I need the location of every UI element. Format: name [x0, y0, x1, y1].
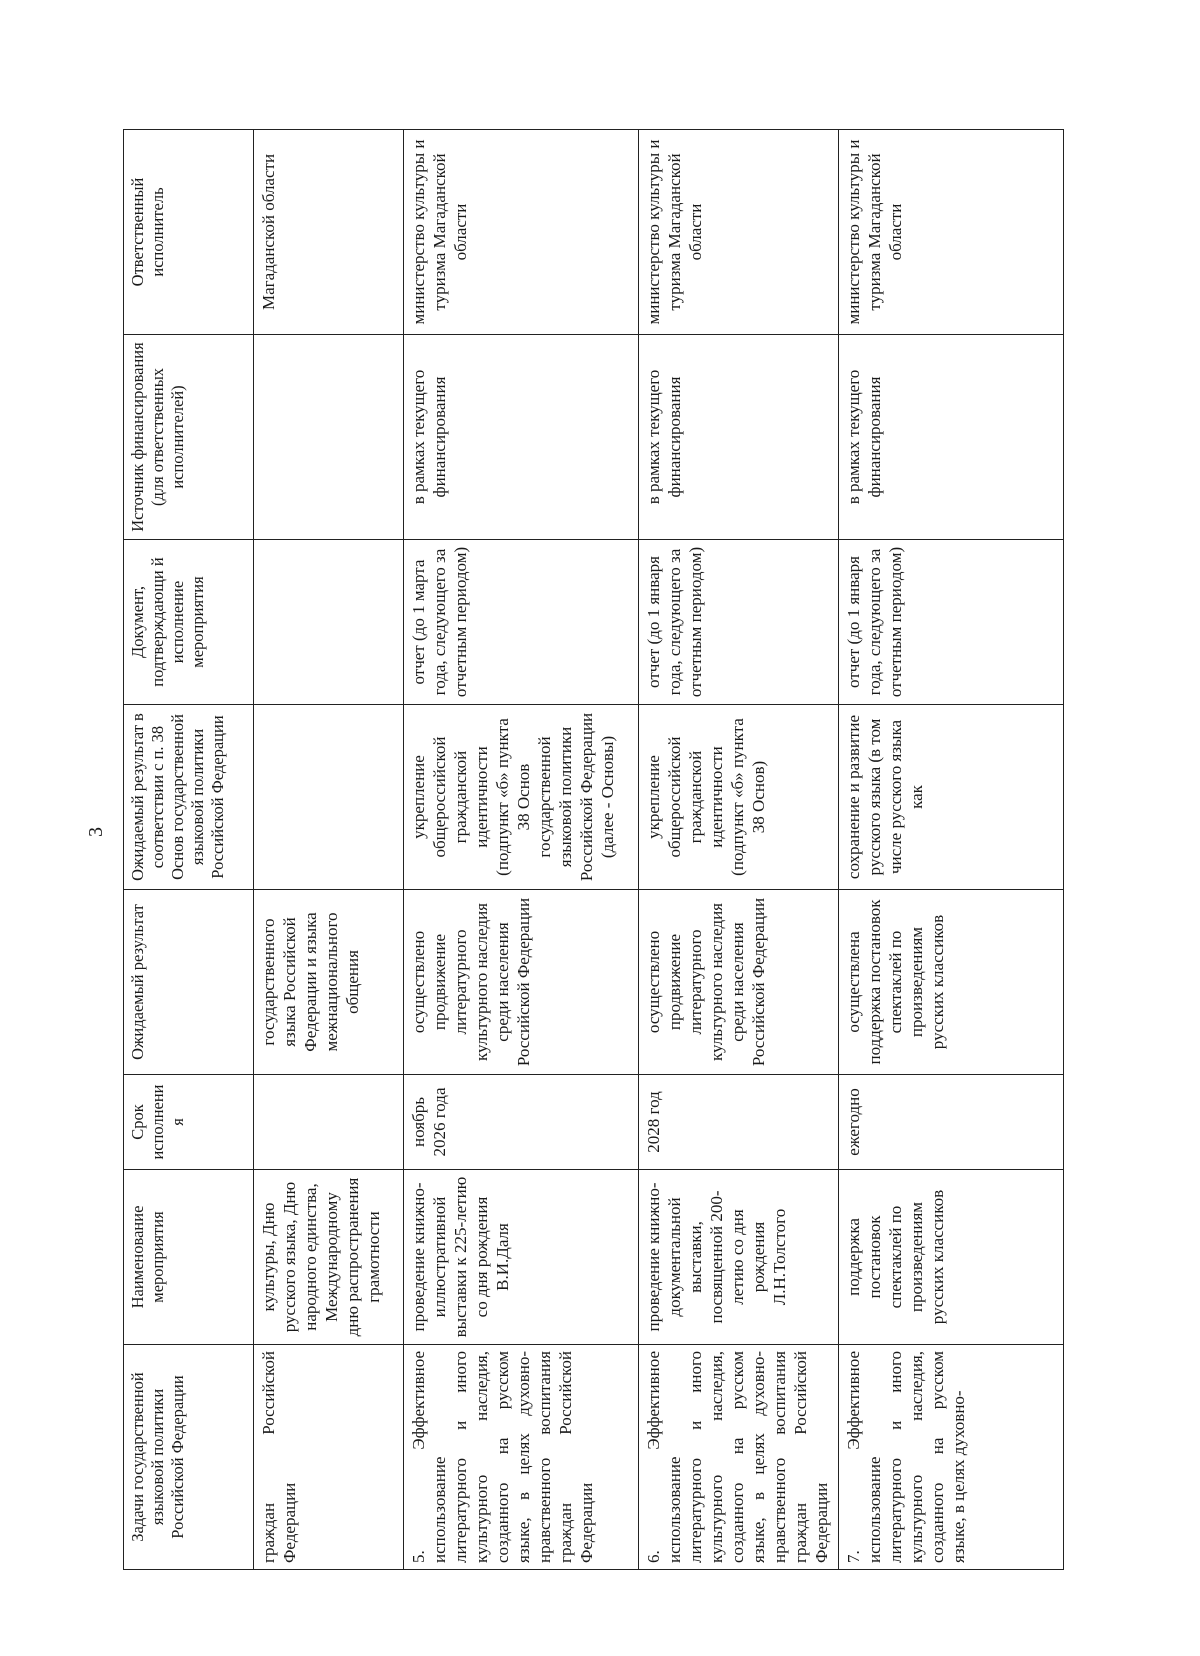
cell-term: ноябрь 2026 года: [404, 1075, 639, 1170]
header-term: Срок исполнени я: [124, 1075, 254, 1170]
table-row: [839, 130, 1064, 1570]
header-document: Документ, подтверждающи й исполнение мероприятия: [124, 540, 254, 705]
header-task: Задачи государственной языковой политики Российской Федерации: [124, 1345, 254, 1570]
cell-document: [254, 540, 404, 705]
header-result-basis: Ожидаемый результат в соответствии с п. 38 Основ государственной языковой политики Российской Федерации: [124, 705, 254, 890]
cell-task: граждан Российской Федерации: [254, 1345, 404, 1570]
table-row: [639, 130, 839, 1570]
table-header-row: [124, 130, 254, 1570]
cell-executor: министерство культуры и туризма Магаданской области: [404, 130, 639, 335]
cell-financing: в рамках текущего финансирования: [404, 335, 639, 540]
cell-result: государственного языка Российской Федерации и языка межнационального общения: [254, 890, 404, 1075]
cell-task: 6. Эффективное использование литературного и иного культурного наследия, созданного на русском языке, в целях духовно-нравственного воспитания граждан Российской Федерации: [639, 1345, 839, 1570]
cell-executor: Магаданской области: [254, 130, 404, 335]
cell-event: проведение книжно-иллюстративной выставки к 225-летию со дня рождения В.И.Даля: [404, 1170, 639, 1345]
header-financing: Источник финансирования (для ответственных исполнителей): [124, 335, 254, 540]
cell-document: отчет (до 1 января года, следующего за отчетным периодом): [639, 540, 839, 705]
header-executor: Ответственный исполнитель: [124, 130, 254, 335]
cell-result: осуществлено продвижение литературного культурного наследия среди населения Российской Федерации: [639, 890, 839, 1075]
rotated-table-container: [123, 130, 1063, 1570]
cell-document: отчет (до 1 марта года, следующего за отчетным периодом): [404, 540, 639, 705]
cell-financing: в рамках текущего финансирования: [839, 335, 1064, 540]
page-number: 3: [85, 827, 107, 837]
cell-result: осуществлена поддержка постановок спектаклей по произведениям русских классиков: [839, 890, 1064, 1075]
cell-result-basis: сохранение и развитие русского языка (в том числе русского языка как: [839, 705, 1064, 890]
cell-term: 2028 год: [639, 1075, 839, 1170]
header-result: Ожидаемый результат: [124, 890, 254, 1075]
language-policy-table: [123, 129, 1064, 1570]
cell-result: осуществлено продвижение литературного культурного наследия среди населения Российской Федерации: [404, 890, 639, 1075]
cell-event: проведение книжно-документальной выставки, посвященной 200-летию со дня рождения Л.Н.Толстого: [639, 1170, 839, 1345]
cell-executor: министерство культуры и туризма Магаданской области: [839, 130, 1064, 335]
table-row: [254, 130, 404, 1570]
cell-executor: министерство культуры и туризма Магаданской области: [639, 130, 839, 335]
cell-financing: [254, 335, 404, 540]
cell-task: 7. Эффективное использование литературного и иного культурного наследия, созданного на русском языке, в целях духовно-: [839, 1345, 1064, 1570]
cell-term: ежегодно: [839, 1075, 1064, 1170]
cell-task: 5. Эффективное использование литературного и иного культурного наследия, созданного на русском языке, в целях духовно-нравственного воспитания граждан Российской Федерации: [404, 1345, 639, 1570]
table-row: [404, 130, 639, 1570]
cell-event: культуры, Дню русского языка, Дню народного единства, Международному дню распространения грамотности: [254, 1170, 404, 1345]
cell-result-basis: [254, 705, 404, 890]
cell-term: [254, 1075, 404, 1170]
cell-event: поддержка постановок спектаклей по произведениям русских классиков: [839, 1170, 1064, 1345]
cell-result-basis: укрепление общероссийской гражданской идентичности (подпункт «б» пункта 38 Основ государственной языковой политики Российской Федерации (далее - Основы): [404, 705, 639, 890]
cell-result-basis: укрепление общероссийской гражданской идентичности (подпункт «б» пункта 38 Основ): [639, 705, 839, 890]
cell-document: отчет (до 1 января года, следующего за отчетным периодом): [839, 540, 1064, 705]
header-event: Наименование мероприятия: [124, 1170, 254, 1345]
cell-financing: в рамках текущего финансирования: [639, 335, 839, 540]
